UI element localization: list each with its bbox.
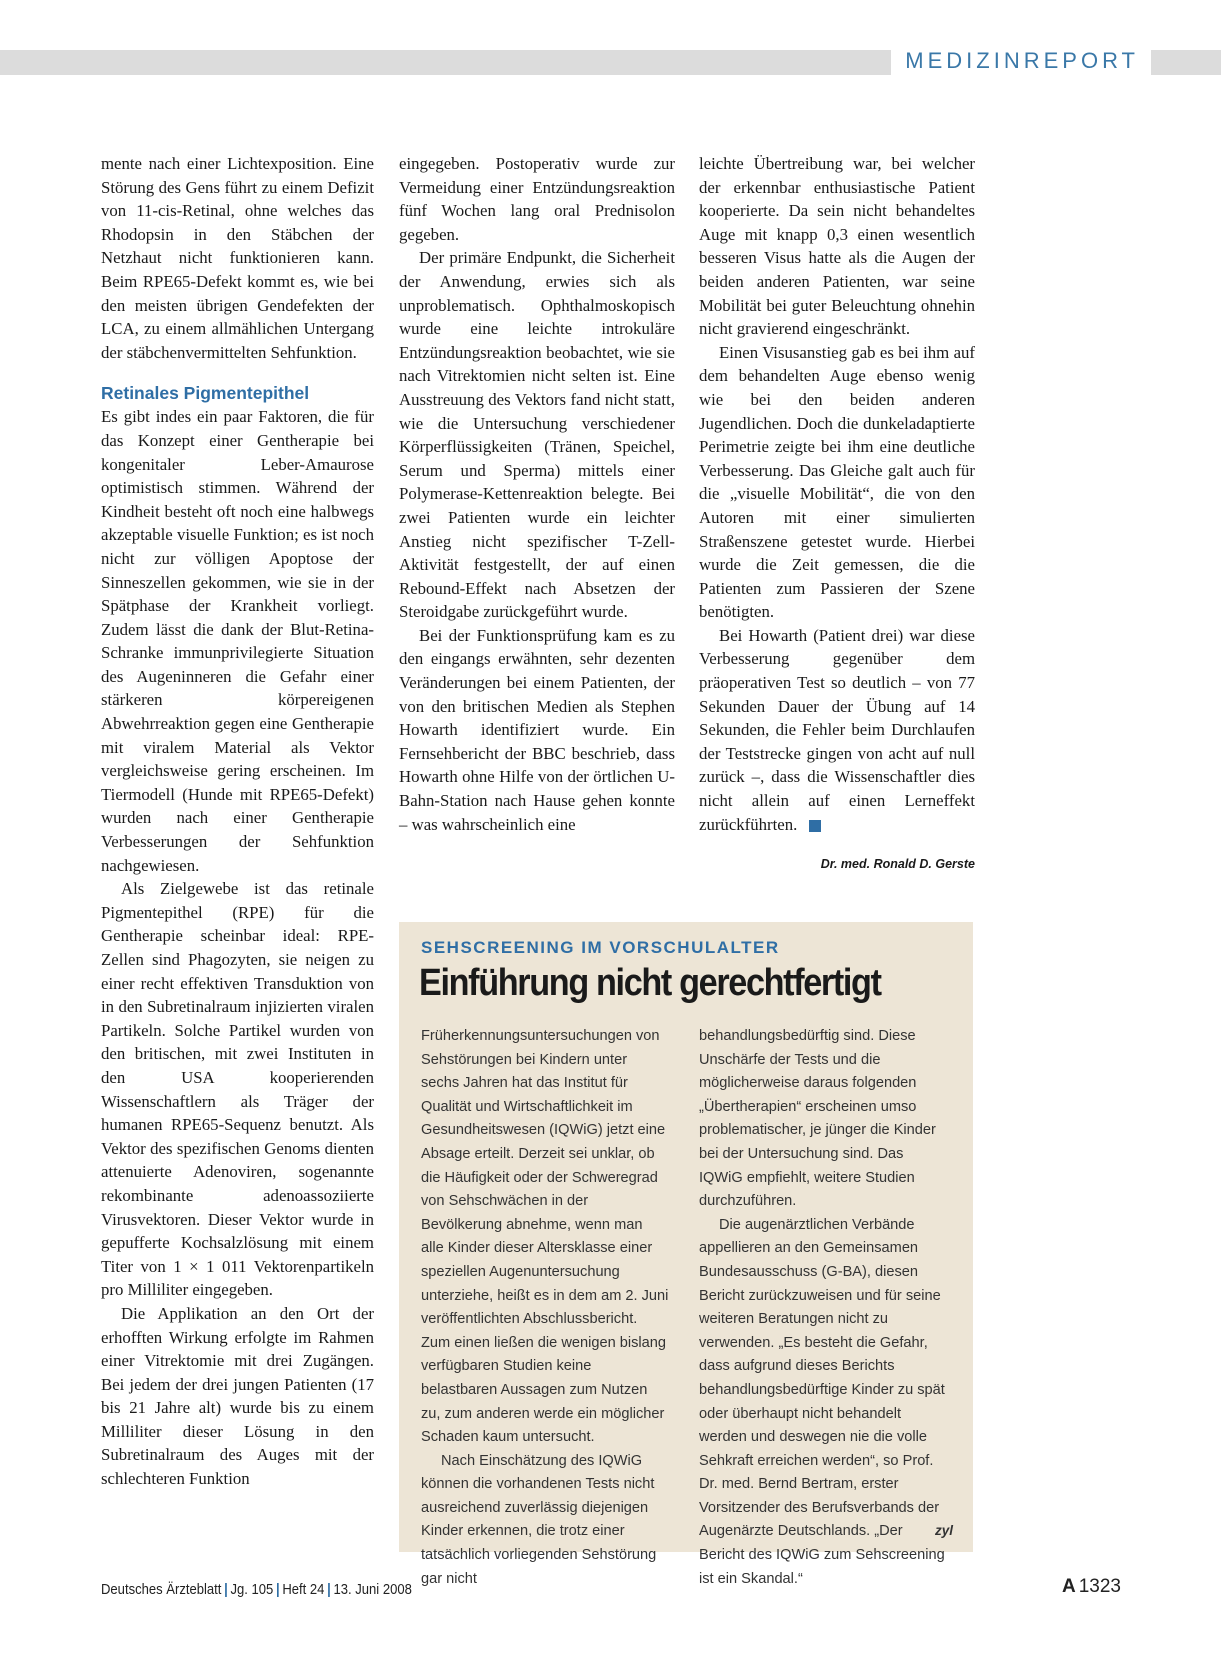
- box-signature: zyl: [935, 1523, 954, 1538]
- paragraph: Einen Visusanstieg gab es bei ihm auf dem behandelten Auge ebenso wenig wie bei den beiden anderen Jugendlichen. Doch die dunkeladaptierte Perimetrie zeigte bei ihm eine deutliche Verbesserung. Das Gleiche galt auch für die „visuelle Mobilität“, die von den Autoren mit einer simulierten Straßenszene getestet wurde. Hierbei wurde die Zeit gemessen, die die Patienten zum Passieren der Szene benötigten.: [699, 342, 975, 622]
- issue: Heft 24: [282, 1582, 325, 1598]
- paragraph: Die Applikation an den Ort der erhofften Wirkung erfolgte im Rahmen einer Vitrektomie mit drei Zugängen. Bei jedem der drei jungen Patienten (17 bis 21 Jahre alt) wurde bis zu einem Milliliter dieser Lösung in den Subretinalraum des Auges mit der schlechteren Funktion: [101, 1303, 374, 1489]
- article-column-1: [101, 152, 374, 1491]
- paragraph: mente nach einer Lichtexposition. Eine Störung des Gens führt zu einem Defizit von 11-cis-Retinal, ohne welches das Rhodopsin in den Stäbchen der Netzhaut nicht funktionieren kann. Beim RPE65-Defekt kommt es, wie bei den meisten übrigen Gendefekten der LCA, zu einem allmählichen Untergang der stäbchenvermittelten Sehfunktion.: [101, 154, 374, 362]
- end-of-article-icon: [809, 820, 821, 832]
- paragraph-text: Bei Howarth (Patient drei) war diese Verbesserung gegenüber dem präoperativen Test so deutlich – von 77 Sekunden Dauer der Übung auf 14 Sekunden, die Fehler beim Durchlaufen der Teststrecke gingen von acht auf null zurück –, dass die Wissenschaftler dies nicht allein auf einen Lerneffekt zurückführten.: [699, 625, 975, 834]
- section-label: MEDIZINREPORT: [891, 46, 1151, 78]
- paragraph: Es gibt indes ein paar Faktoren, die für das Konzept einer Gentherapie bei kongenitaler Leber-Amaurose optimistisch stimmen. Während der Kindheit besteht oft noch eine halbwegs akzeptable visuelle Funktion; es ist noch nicht zur völligen Apoptose der Sinneszellen gekommen, wie sie in der Spätphase der Krankheit vorliegt. Zudem lässt die dank der Blut-Retina-Schranke immunprivilegierte Situation des Augeninneren die Gefahr einer stärkeren körpereigenen Abwehrreaktion gegen eine Gentherapie mit viralem Material als Vektor vergleichsweise gering erscheinen. Im Tiermodell (Hunde mit RPE65-Defekt) wurden nach einer Gentherapie Verbesserungen der Sehfunktion nachgewiesen.: [101, 407, 374, 875]
- separator: |: [327, 1582, 331, 1598]
- paragraph: Früherkennungsuntersuchungen von Sehstörungen bei Kindern unter sechs Jahren hat das Institut für Qualität und Wirtschaftlichkeit im Gesundheitswesen (IQWiG) jetzt eine Absage erteilt. Derzeit sei unklar, ob die Häufigkeit oder der Schweregrad von Sehschwächen in der Bevölkerung abnehme, wenn man alle Kinder dieser Altersklasse einer speziellen Augenuntersuchung unterziehe, heißt es in dem am 2. Juni veröffentlichten Abschlussbericht. Zum einen ließen die wenigen bislang verfügbaren Studien keine belastbaren Aussagen zum Nutzen zu, zum anderen werde ein möglicher Schaden kaum untersucht.: [421, 1028, 669, 1446]
- paragraph: Der primäre Endpunkt, die Sicherheit der Anwendung, erwies sich als unproblematisch. Ophthalmoskopisch wurde eine leichte introkuläre Entzündungsreaktion beobachtet, wie sie nach Vitrektomien nicht selten ist. Eine Ausstreuung des Vektors fand nicht statt, wie die Untersuchung verschiedener Körperflüssigkeiten (Tränen, Speichel, Serum und Sperma) mittels einer Polymerase-Kettenreaktion belegte. Bei zwei Patienten wurde ein leichter Anstieg nicht spezifischer T-Zell-Aktivität festgestellt, der auf einen Rebound-Effekt nach Absetzen der Steroidgabe zurückgeführt wurde.: [399, 248, 675, 622]
- paragraph: Als Zielgewebe ist das retinale Pigmentepithel (RPE) für die Gentherapie scheinbar ideal: RPE-Zellen sind Phagozyten, sie neigen zu einer recht effektiven Transduktion von in den Subretinalraum injizierten viralen Partikeln. Solche Partikel wurden von den britischen, mit zwei Instituten in den USA kooperierenden Wissenschaftlern als Träger der humanen RPE65-Sequenz benutzt. Als Vektor des spezifischen Genoms dienten attenuierte Adenoviren, sogenannte rekombinante adenoassoziierte Virusvektoren. Dieser Vektor wurde in gepufferte Kochsalzlösung mit einem Titer von 1 × 1 011 Vektorenpartikeln pro Milliliter eingegeben.: [101, 879, 374, 1300]
- paragraph: eingegeben. Postoperativ wurde zur Vermeidung einer Entzündungsreaktion fünf Wochen lang oral Prednisolon gegeben.: [399, 154, 675, 244]
- paragraph: Bei der Funktionsprüfung kam es zu den eingangs erwähnten, sehr dezenten Veränderungen bei einem Patienten, der von den britischen Medien als Stephen Howarth identifiziert wurde. Ein Fernsehbericht der BBC beschrieb, dass Howarth ohne Hilfe von der örtlichen U-Bahn-Station nach Hause gehen konnte – was wahrscheinlich eine: [399, 625, 675, 834]
- journal-name: Deutsches Ärzteblatt: [101, 1582, 222, 1598]
- article-column-3: [699, 152, 975, 836]
- page-prefix: A: [1061, 1576, 1076, 1597]
- box-column-2: [699, 1025, 947, 1591]
- article-column-2: [399, 152, 675, 836]
- box-kicker: SEHSCREENING IM VORSCHULALTER: [421, 938, 780, 957]
- box-title: Einführung nicht gerechtfertigt: [419, 962, 881, 1004]
- page-number: [1062, 1576, 1121, 1598]
- paragraph: Nach Einschätzung des IQWiG können die vorhandenen Tests nicht ausreichend zuverlässig diejenigen Kinder erkennen, die trotz einer tatsächlich vorliegenden Sehstörung gar nicht: [421, 1452, 657, 1587]
- footer-citation: [101, 1582, 412, 1598]
- author-byline: Dr. med. Ronald D. Gerste: [820, 857, 975, 871]
- paragraph: behandlungsbedürftig sind. Diese Unschärfe der Tests und die möglicherweise daraus folgenden „Übertherapien“ erscheinen umso problematischer, je jünger die Kinder bei der Untersuchung sind. Das IQWiG empfiehlt, weitere Studien durchzuführen.: [699, 1028, 936, 1210]
- separator: |: [224, 1582, 228, 1598]
- volume: Jg. 105: [230, 1582, 274, 1598]
- subheading: Retinales Pigmentepithel: [101, 383, 310, 404]
- paragraph: leichte Übertreibung war, bei welcher der erkennbar enthusiastische Patient kooperierte. Da sein nicht behandeltes Auge mit knapp 0,3 einen wesentlich besseren Visus hatte als die Augen der beiden anderen Patienten, war seine Mobilität bei guter Beleuchtung ohnehin nicht gravierend eingeschränkt.: [699, 154, 975, 339]
- issue-date: 13. Juni 2008: [333, 1582, 412, 1598]
- separator: |: [275, 1582, 280, 1598]
- paragraph: Die augenärztlichen Verbände appellieren an den Gemeinsamen Bundesausschuss (G-BA), diesen Bericht zurückzuweisen und für seine weiteren Beratungen nicht zu verwenden. „Es besteht die Gefahr, dass aufgrund dieses Berichts behandlungsbedürftige Kinder zu spät oder überhaupt nicht behandelt werden und deswegen nie die volle Sehkraft erreichen werden“, so Prof. Dr. med. Bernd Bertram, erster Vorsitzender des Berufsverbands der Augenärzte Deutschlands. „Der Bericht des IQWiG zum Sehscreening ist ein Skandal.“: [699, 1216, 945, 1587]
- page-number-value: 1323: [1078, 1576, 1121, 1597]
- paragraph: [699, 624, 975, 836]
- box-column-1: [421, 1025, 669, 1591]
